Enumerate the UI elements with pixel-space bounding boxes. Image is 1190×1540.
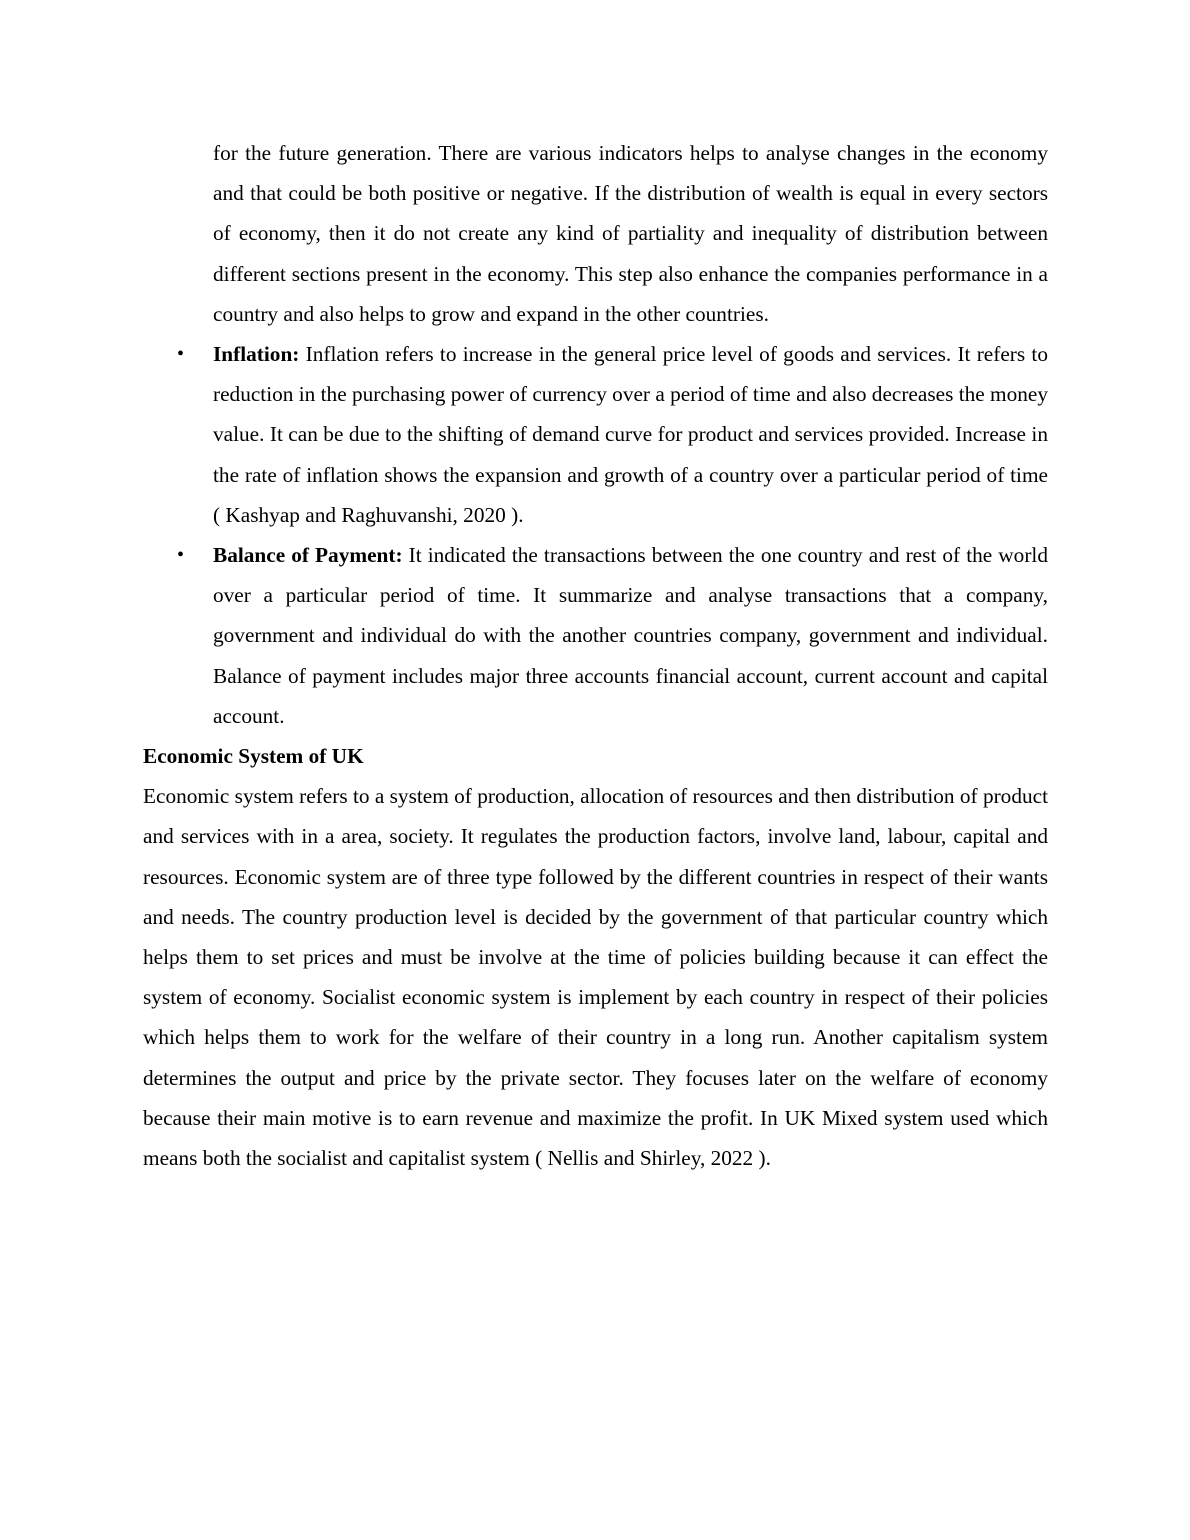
document-body bbox=[143, 133, 1048, 1178]
bullet-list bbox=[143, 334, 1048, 736]
bullet-item-inflation bbox=[143, 334, 1048, 535]
section-heading: Economic System of UK bbox=[143, 744, 364, 769]
continuation-paragraph: for the future generation. There are various indicators helps to analyse changes in the economy and that could be both positive or negative. If the distribution of wealth is equal in every sectors of economy, then it do not create any kind of partiality and inequality of distribution between different sections present in the economy. This step also enhance the companies performance in a country and also helps to grow and expand in the other countries. bbox=[213, 141, 1048, 326]
bullet-text: Inflation refers to increase in the general price level of goods and services. It refers to reduction in the purchasing power of currency over a period of time and also decreases the money value. It can be due to the shifting of demand curve for product and services provided. Increase in the rate of inflation shows the expansion and growth of a country over a particular period of time ( Kashyap and Raghuvanshi, 2020 ). bbox=[213, 342, 1048, 527]
bullet-term: Inflation: bbox=[213, 342, 300, 367]
bullet-icon: • bbox=[177, 544, 185, 567]
section-paragraph: Economic system refers to a system of production, allocation of resources and then distribution of product and services with in a area, society. It regulates the production factors, involve land, labour, capital and resources. Economic system are of three type followed by the different countries in respect of their wants and needs. The country production level is decided by the government of that particular country which helps them to set prices and must be involve at the time of policies building because it can effect the system of economy. Socialist economic system is implement by each country in respect of their policies which helps them to work for the welfare of their country in a long run. Another capitalism system determines the output and price by the private sector. They focuses later on the welfare of economy because their main motive is to earn revenue and maximize the profit. In UK Mixed system used which means both the socialist and capitalist system ( Nellis and Shirley, 2022 ). bbox=[143, 784, 1048, 1171]
bullet-text: It indicated the transactions between the one country and rest of the world over a particular period of time. It summarize and analyse transactions that a company, government and individual do with the another countries company, government and individual. Balance of payment includes major three accounts financial account, current account and capital account. bbox=[213, 543, 1048, 728]
bullet-icon: • bbox=[177, 343, 185, 366]
bullet-item-balance-of-payment bbox=[143, 535, 1048, 736]
bullet-term: Balance of Payment: bbox=[213, 543, 403, 568]
